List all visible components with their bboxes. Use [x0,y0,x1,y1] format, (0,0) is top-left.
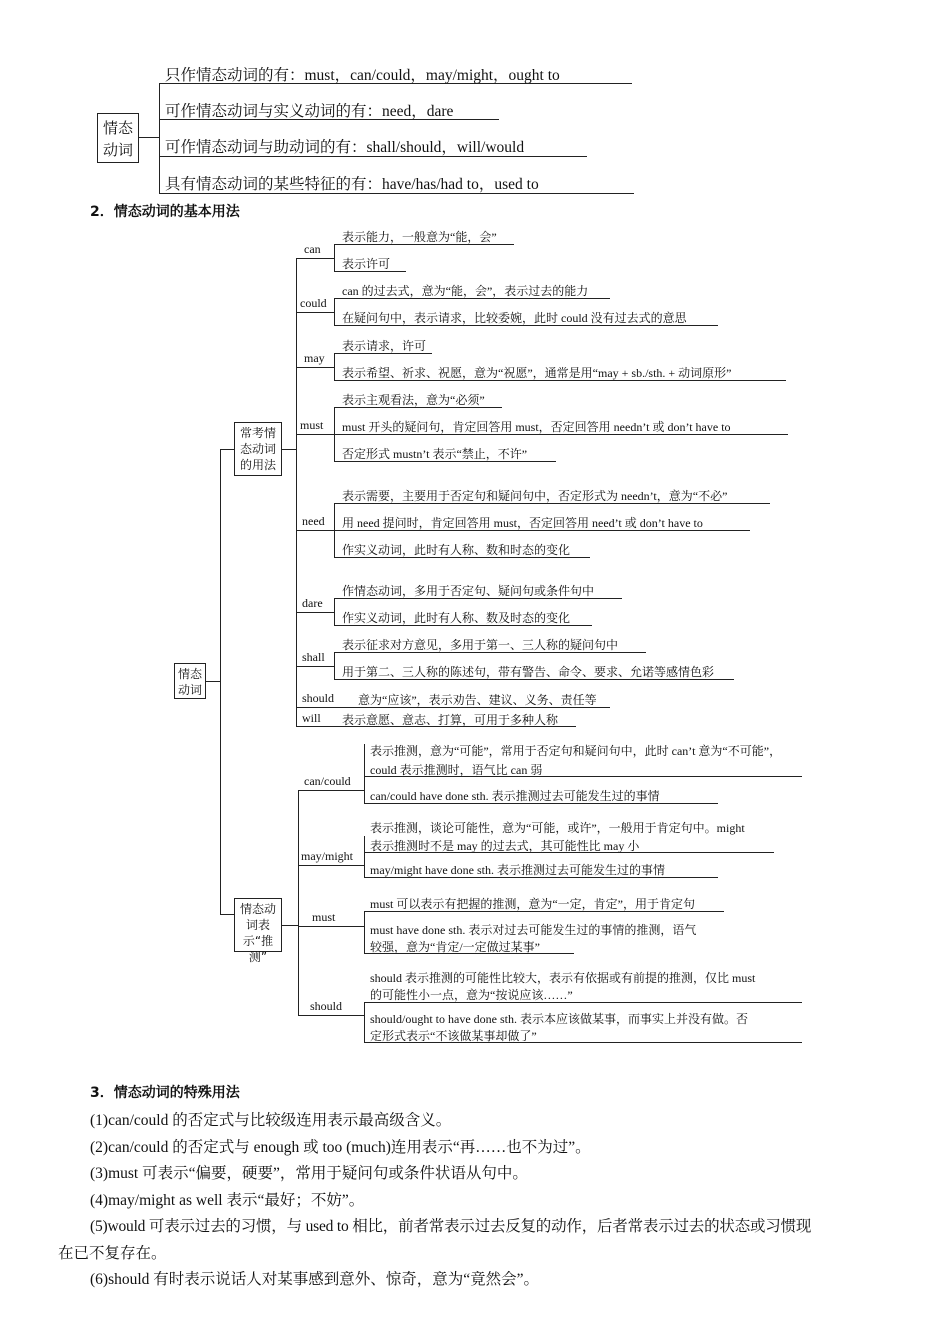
can-item-1: 表示能力，一般意为“能，会” [342,230,497,244]
section3-item-6: (6)should 有时表示说话人对某事感到意外、惊奇，意为“竟然会”。 [90,1271,540,1288]
must2-item-2: must have done sth. 表示对过去可能发生过的事情的推测，语气 [370,923,697,937]
cancould-item-2: could 表示推测时，语气比 can 弱 [370,763,543,777]
should2-item-4: 定形式表示“不该做某事却做了” [370,1029,537,1043]
section3-item-4: (4)may/might as well 表示“最好；不妨”。 [90,1192,365,1209]
need-label: need [302,514,325,528]
may-item-2: 表示希望、祈求、祝愿，意为“祝愿”，通常是用“may + sb./sth. + 动词原形” [342,366,732,380]
branch1-label: 常考情态动词的用法 [239,426,276,472]
dare-item-1: 作情态动词，多用于否定句、疑问句或条件句中 [342,584,595,598]
should2-item-2: 的可能性小一点，意为“按说应该……” [370,988,573,1002]
could-item-1: can 的过去式，意为“能，会”，表示过去的能力 [342,284,589,298]
must-item-1: 表示主观看法，意为“必须” [342,393,485,407]
need-item-2: 用 need 提问时，肯定回答用 must，否定回答用 need’t 或 don’t have to [342,516,703,530]
section3-item-1: (1)can/could 的否定式与比较级连用表示最高级含义。 [90,1112,452,1129]
should-text: 意为“应该”，表示劝告、建议、义务、责任等 [358,693,597,707]
section3-item-5: (5)would 可表示过去的习惯，与 used to 相比，前者常表示过去反复的动作，后者常表示过去的状态或习惯现 [90,1218,812,1235]
shall-label: shall [302,650,325,664]
section3-item-3: (3)must 可表示“偏要，硬要”，常用于疑问句或条件状语从句中。 [90,1165,528,1182]
should2-label: should [310,999,343,1013]
will-label: will [302,711,321,725]
must2-label: must [312,910,336,924]
section1-root-label: 情态动词 [102,119,133,159]
could-item-2: 在疑问句中，表示请求，比较委婉，此时 could 没有过去式的意思 [342,311,687,325]
must-item-2: must 开头的疑问句，肯定回答用 must，否定回答用 needn’t 或 don’t have to [342,420,731,434]
section1-item-1: 只作情态动词的有：must，can/could，may/might，ought to [165,67,560,84]
section2-root-label: 情态动词 [177,667,202,697]
maymight-label: may/might [301,849,353,863]
must-label: must [300,418,324,432]
need-item-3: 作实义动词，此时有人称、数和时态的变化 [342,543,571,557]
section3-heading: 3．情态动词的特殊用法 [90,1085,240,1101]
section3-item-2: (2)can/could 的否定式与 enough 或 too (much)连用表示“再……也不为过”。 [90,1139,591,1156]
section1-root-box [97,113,139,163]
should-label: should [302,691,335,705]
section1-item-2: 可作情态动词与实义动词的有：need，dare [165,103,454,120]
cancould-item-3: can/could have done sth. 表示推测过去可能发生过的事情 [370,789,660,803]
can-label: can [304,242,321,256]
can-item-2: 表示许可 [342,257,391,271]
shall-item-2: 用于第二、三人称的陈述句，带有警告、命令、要求、允诺等感情色彩 [342,665,715,679]
could-label: could [300,296,327,310]
must2-item-1: must 可以表示有把握的推测，意为“一定，肯定”，用于肯定句 [370,897,695,911]
section2-root-box [174,663,206,699]
maymight-item-1: 表示推测，谈论可能性，意为“可能，或许”，一般用于肯定句中。might [370,821,745,835]
branch2-box [234,898,282,964]
branch1-box [234,422,282,476]
may-label: may [304,351,325,365]
maymight-item-3: may/might have done sth. 表示推测过去可能发生过的事情 [370,863,665,877]
dare-label: dare [302,596,323,610]
will-text: 表示意愿、意志、打算，可用于多种人称 [342,713,559,727]
dare-item-2: 作实义动词，此时有人称、数及时态的变化 [342,611,571,625]
shall-item-1: 表示征求对方意见，多用于第一、三人称的疑问句中 [342,638,619,652]
maymight-item-2: 表示推测时不是 may 的过去式，其可能性比 may 小 [370,839,640,853]
must2-item-3: 较强，意为“肯定/一定做过某事” [370,940,540,954]
section1-item-3: 可作情态动词与助动词的有：shall/should，will/would [165,139,525,156]
should2-item-3: should/ought to have done sth. 表示本应该做某事，而事实上并没有做。否 [370,1012,748,1026]
section1-item-4: 具有情态动词的某些特征的有：have/has/had to，used to [165,176,539,193]
should2-item-1: should 表示推测的可能性比较大，表示有依据或有前提的推测，仅比 must [370,971,756,985]
cancould-label: can/could [304,774,351,788]
need-item-1: 表示需要，主要用于否定句和疑问句中，否定形式为 needn’t，意为“不必” [342,489,728,503]
may-item-1: 表示请求，许可 [342,339,427,353]
section2-heading: 2．情态动词的基本用法 [90,204,240,220]
must-item-3: 否定形式 mustn’t 表示“禁止，不许” [342,447,528,461]
cancould-item-1: 表示推测，意为“可能”，常用于否定句和疑问句中，此时 can’t 意为“不可能”， [370,744,782,758]
branch2-label: 情态动词表示“推测” [239,902,276,964]
section3-item-5-cont: 在已不复存在。 [58,1245,167,1262]
